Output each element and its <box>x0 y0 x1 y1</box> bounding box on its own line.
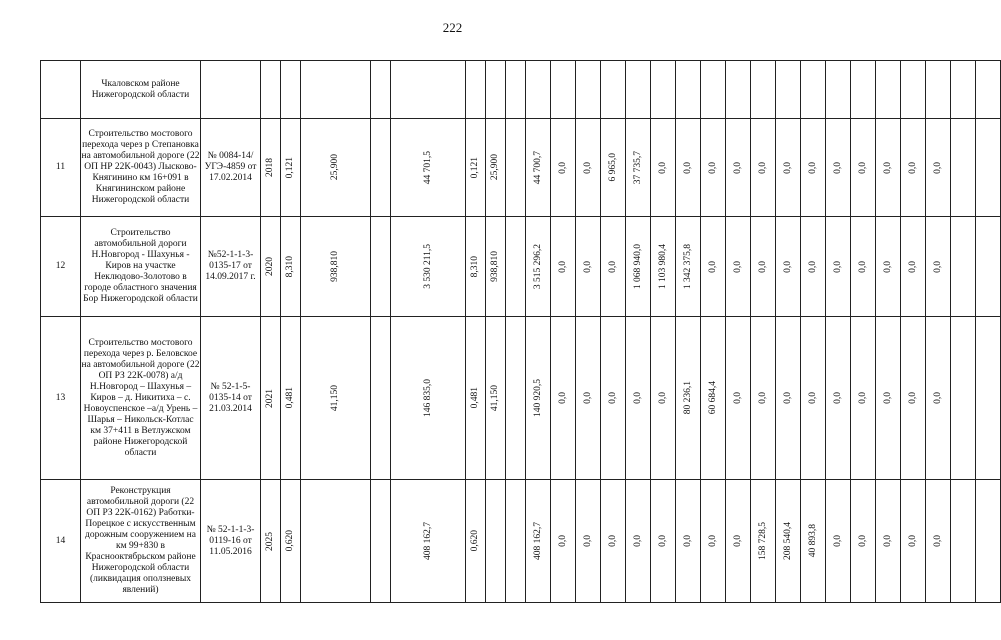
empty-cell <box>951 217 976 317</box>
year-value-cell-text: 0,0 <box>707 260 718 273</box>
year-value-cell-text: 0,0 <box>557 260 568 273</box>
year-value-cell-text: 0,0 <box>657 161 668 174</box>
length-cell <box>281 217 301 317</box>
empty-cell <box>951 480 976 603</box>
year-value-cell <box>926 480 951 603</box>
year-value-cell-text: 0,0 <box>932 535 943 547</box>
total-cost-cell <box>391 317 466 480</box>
year-value-cell <box>751 217 776 317</box>
year-value-cell <box>826 480 851 603</box>
year-value-cell-text: 60 684,4 <box>707 381 718 415</box>
spacer-cell <box>506 317 526 480</box>
year-value-cell-text: 1 103 980,4 <box>657 243 668 290</box>
year-value-cell-text: 1 068 940,0 <box>632 243 643 290</box>
year-value-cell <box>876 119 901 217</box>
year-value-cell <box>776 217 801 317</box>
total-cost-cell-text: 146 835,0 <box>422 379 433 417</box>
year-cell <box>261 317 281 480</box>
year-value-cell-text: 0,0 <box>607 260 618 273</box>
year-value-cell <box>551 119 576 217</box>
year-value-cell <box>876 480 901 603</box>
year-value-cell-text: 0,0 <box>807 392 818 404</box>
empty-cell <box>701 61 726 119</box>
row-number-cell: 11 <box>41 119 81 217</box>
year-value-cell <box>726 317 751 480</box>
year-value-cell <box>926 217 951 317</box>
object-name-cell: Реконструкция автомобильной дороги (22 ОП РЗ 22К-0162) Работки-Порецкое с искусственным дорожным сооружением на км 99+830 в Краснооктябрьском районе Нижегородской области (ликвидация оползневых явлений) <box>81 480 201 603</box>
year-value-cell <box>801 317 826 480</box>
year-value-cell <box>551 317 576 480</box>
year-value-cell <box>926 317 951 480</box>
total-cost-cell <box>391 119 466 217</box>
length2-cell-text: 0,620 <box>470 530 480 552</box>
year-value-cell <box>651 119 676 217</box>
year-value-cell-text: 0,0 <box>832 260 843 273</box>
year-cell-text: 2021 <box>265 388 275 408</box>
year-value-cell-text: 0,0 <box>857 260 868 273</box>
empty-cell <box>576 61 601 119</box>
year-value-cell-text: 0,0 <box>582 260 593 273</box>
year-value-cell-text: 0,0 <box>932 260 943 273</box>
empty-cell <box>466 61 486 119</box>
cost-per-km2-cell-text: 41,150 <box>490 384 500 412</box>
year-value-cell <box>801 119 826 217</box>
empty-cell <box>926 61 951 119</box>
year-cell-text: 2025 <box>265 531 275 551</box>
year-value-cell <box>701 480 726 603</box>
year-value-cell <box>626 480 651 603</box>
year-value-cell-text: 80 236,1 <box>682 381 693 415</box>
spacer-cell <box>371 317 391 480</box>
empty-cell <box>751 61 776 119</box>
year-value-cell <box>676 480 701 603</box>
year-cell <box>261 217 281 317</box>
object-name-cell: Строительство автомобильной дороги Н.Новгород - Шахунья - Киров на участке Неклюдово-Золотово в городе областного значения Бор Нижегородской области <box>81 217 201 317</box>
year-value-cell-text: 208 540,4 <box>782 522 793 560</box>
year-cell <box>261 119 281 217</box>
row-number-cell: 12 <box>41 217 81 317</box>
year-value-cell-text: 0,0 <box>657 535 668 547</box>
year-value-cell-text: 0,0 <box>907 260 918 273</box>
empty-cell <box>506 61 526 119</box>
empty-cell <box>951 119 976 217</box>
cost-per-km-cell <box>301 317 371 480</box>
cost-per-km-cell-text: 938,810 <box>330 251 340 282</box>
year-value-cell-text: 0,0 <box>557 161 568 174</box>
year-value-cell <box>601 480 626 603</box>
expertise-doc-cell: № 52-1-1-3-0119-16 от 11.05.2016 <box>201 480 261 603</box>
table-row <box>41 61 1001 119</box>
table-row <box>41 317 1001 480</box>
year-value-cell <box>651 480 676 603</box>
length-cell-text: 0,481 <box>285 387 295 409</box>
year-value-cell <box>776 317 801 480</box>
year-value-cell-text: 0,0 <box>732 161 743 174</box>
year-value-cell-text: 0,0 <box>557 535 568 547</box>
empty-cell <box>851 61 876 119</box>
year-value-cell-text: 0,0 <box>557 392 568 404</box>
total2-cell-text: 408 162,7 <box>532 522 543 560</box>
year-value-cell-text: 0,0 <box>732 392 743 404</box>
year-value-cell <box>926 119 951 217</box>
empty-cell <box>951 61 976 119</box>
table-row <box>41 119 1001 217</box>
length-cell <box>281 317 301 480</box>
cost-per-km-cell <box>301 480 371 603</box>
object-name-cell: Строительство мостового перехода через р Степановка на автомобильной дороге (22 ОП НР 22К-0043) Лысково-Княгинино км 16+091 в Княгининском районе Нижегородской области <box>81 119 201 217</box>
year-value-cell-text: 0,0 <box>907 161 918 174</box>
year-value-cell <box>826 317 851 480</box>
year-value-cell <box>576 480 601 603</box>
year-value-cell-text: 0,0 <box>757 161 768 174</box>
year-value-cell-text: 0,0 <box>932 392 943 404</box>
cost-per-km2-cell <box>486 480 506 603</box>
empty-cell <box>201 61 261 119</box>
empty-cell <box>976 317 1001 480</box>
year-cell-text: 2018 <box>265 158 275 177</box>
year-value-cell-text: 0,0 <box>632 535 643 547</box>
length2-cell <box>466 217 486 317</box>
object-name-cell: Чкаловском районе Нижегородской области <box>81 61 201 119</box>
year-value-cell-text: 0,0 <box>832 392 843 404</box>
empty-cell <box>486 61 506 119</box>
year-value-cell <box>726 119 751 217</box>
year-value-cell <box>626 317 651 480</box>
empty-cell <box>526 61 551 119</box>
total-cost-cell-text: 3 530 211,5 <box>422 244 433 289</box>
length2-cell <box>466 317 486 480</box>
year-value-cell <box>901 317 926 480</box>
year-value-cell-text: 0,0 <box>582 161 593 174</box>
spacer-cell <box>371 217 391 317</box>
empty-cell <box>826 61 851 119</box>
year-value-cell-text: 0,0 <box>707 161 718 174</box>
year-value-cell-text: 158 728,5 <box>757 522 768 560</box>
year-value-cell-text: 0,0 <box>582 535 593 547</box>
year-cell <box>261 480 281 603</box>
empty-cell <box>976 480 1001 603</box>
empty-cell <box>976 61 1001 119</box>
table-row <box>41 480 1001 603</box>
cost-per-km-cell-text: 25,900 <box>330 154 340 181</box>
table-row <box>41 217 1001 317</box>
year-cell-text: 2020 <box>265 257 275 276</box>
empty-cell <box>976 119 1001 217</box>
year-value-cell-text: 0,0 <box>682 535 693 547</box>
length2-cell-text: 0,481 <box>470 387 480 409</box>
year-value-cell <box>876 217 901 317</box>
cost-per-km2-cell-text: 938,810 <box>490 251 500 282</box>
empty-cell <box>261 61 281 119</box>
empty-cell <box>951 317 976 480</box>
year-value-cell <box>701 119 726 217</box>
year-value-cell <box>751 480 776 603</box>
year-value-cell <box>851 119 876 217</box>
length2-cell-text: 0,121 <box>470 156 480 179</box>
total-cost-cell-text: 44 701,5 <box>422 150 433 185</box>
cost-per-km2-cell <box>486 317 506 480</box>
total-cost-cell <box>391 480 466 603</box>
year-value-cell-text: 6 965,0 <box>607 153 618 182</box>
empty-cell <box>626 61 651 119</box>
year-value-cell <box>851 480 876 603</box>
year-value-cell <box>901 480 926 603</box>
year-value-cell <box>626 217 651 317</box>
year-value-cell <box>851 217 876 317</box>
year-value-cell <box>551 480 576 603</box>
year-value-cell <box>576 119 601 217</box>
year-value-cell <box>576 317 601 480</box>
year-value-cell-text: 0,0 <box>882 260 893 273</box>
year-value-cell-text: 0,0 <box>782 260 793 273</box>
expertise-doc-cell: № 0084-14/УГЭ-4859 от 17.02.2014 <box>201 119 261 217</box>
year-value-cell-text: 0,0 <box>582 392 593 404</box>
year-value-cell <box>726 217 751 317</box>
year-value-cell <box>776 119 801 217</box>
empty-cell <box>726 61 751 119</box>
empty-cell <box>391 61 466 119</box>
empty-cell <box>976 217 1001 317</box>
year-value-cell-text: 0,0 <box>707 535 718 547</box>
length2-cell <box>466 480 486 603</box>
length-cell <box>281 119 301 217</box>
year-value-cell-text: 0,0 <box>807 260 818 273</box>
expertise-doc-cell: №52-1-1-3-0135-17 от 14.09.2017 г. <box>201 217 261 317</box>
year-value-cell-text: 0,0 <box>782 161 793 174</box>
spacer-cell <box>506 480 526 603</box>
year-value-cell-text: 0,0 <box>732 260 743 273</box>
year-value-cell <box>576 217 601 317</box>
year-value-cell-text: 0,0 <box>607 392 618 404</box>
year-value-cell <box>901 119 926 217</box>
total2-cell <box>526 217 551 317</box>
year-value-cell <box>751 119 776 217</box>
year-value-cell-text: 0,0 <box>882 392 893 404</box>
data-table <box>40 60 1001 603</box>
year-value-cell-text: 0,0 <box>882 535 893 547</box>
total2-cell <box>526 480 551 603</box>
cost-per-km2-cell <box>486 217 506 317</box>
year-value-cell-text: 0,0 <box>682 161 693 174</box>
year-value-cell-text: 0,0 <box>857 392 868 404</box>
empty-cell <box>281 61 301 119</box>
year-value-cell-text: 0,0 <box>607 535 618 547</box>
year-value-cell-text: 0,0 <box>632 392 643 404</box>
empty-cell <box>601 61 626 119</box>
year-value-cell-text: 0,0 <box>857 535 868 547</box>
year-value-cell-text: 0,0 <box>807 161 818 174</box>
row-number-cell: 14 <box>41 480 81 603</box>
spacer-cell <box>506 119 526 217</box>
empty-cell <box>371 61 391 119</box>
year-value-cell <box>601 317 626 480</box>
year-value-cell-text: 0,0 <box>932 161 943 174</box>
year-value-cell-text: 0,0 <box>907 535 918 547</box>
year-value-cell-text: 0,0 <box>907 392 918 404</box>
spacer-cell <box>371 119 391 217</box>
year-value-cell <box>676 317 701 480</box>
year-value-cell-text: 0,0 <box>757 392 768 404</box>
spacer-cell <box>506 217 526 317</box>
year-value-cell <box>726 480 751 603</box>
empty-cell <box>776 61 801 119</box>
cost-per-km2-cell <box>486 119 506 217</box>
length-cell <box>281 480 301 603</box>
length-cell-text: 8,310 <box>285 255 295 278</box>
cost-per-km-cell <box>301 119 371 217</box>
cost-per-km-cell <box>301 217 371 317</box>
empty-cell <box>901 61 926 119</box>
total-cost-cell-text: 408 162,7 <box>422 522 433 560</box>
year-value-cell-text: 0,0 <box>832 535 843 547</box>
total2-cell <box>526 317 551 480</box>
year-value-cell <box>701 217 726 317</box>
year-value-cell-text: 0,0 <box>882 161 893 174</box>
year-value-cell <box>676 217 701 317</box>
empty-cell <box>801 61 826 119</box>
total2-cell-text: 3 515 296,2 <box>532 243 543 290</box>
year-value-cell <box>776 480 801 603</box>
year-value-cell-text: 0,0 <box>732 535 743 547</box>
page-number: 222 <box>442 20 463 35</box>
object-name-cell: Строительство мостового перехода через р. Беловское на автомобильной дороге (22 ОП РЗ 22К-0078) а/д Н.Новгород – Шахунья – Киров – д. Никитиха – с. Новоуспенское –а/д Урень – Шарья – Никольск-Котлас км 37+411 в Ветлужском районе Нижегородской области <box>81 317 201 480</box>
year-value-cell <box>751 317 776 480</box>
year-value-cell <box>651 317 676 480</box>
year-value-cell-text: 37 735,7 <box>632 150 643 185</box>
row-number-cell <box>41 61 81 119</box>
empty-cell <box>651 61 676 119</box>
year-value-cell-text: 1 342 375,8 <box>682 243 693 290</box>
empty-cell <box>551 61 576 119</box>
length2-cell <box>466 119 486 217</box>
year-value-cell <box>601 119 626 217</box>
year-value-cell <box>876 317 901 480</box>
year-value-cell <box>676 119 701 217</box>
empty-cell <box>676 61 701 119</box>
total2-cell <box>526 119 551 217</box>
length-cell-text: 0,620 <box>285 530 295 552</box>
year-value-cell <box>701 317 726 480</box>
year-value-cell <box>626 119 651 217</box>
year-value-cell-text: 0,0 <box>857 161 868 174</box>
spacer-cell <box>371 480 391 603</box>
expertise-doc-cell: № 52-1-5-0135-14 от 21.03.2014 <box>201 317 261 480</box>
year-value-cell <box>801 217 826 317</box>
empty-cell <box>876 61 901 119</box>
empty-cell <box>301 61 371 119</box>
year-value-cell <box>826 217 851 317</box>
cost-per-km2-cell-text: 25,900 <box>490 154 500 181</box>
cost-per-km-cell-text: 41,150 <box>330 384 340 412</box>
year-value-cell <box>601 217 626 317</box>
year-value-cell-text: 0,0 <box>657 392 668 404</box>
total2-cell-text: 140 920,5 <box>532 379 543 417</box>
year-value-cell <box>551 217 576 317</box>
year-value-cell-text: 0,0 <box>782 392 793 404</box>
year-value-cell-text: 0,0 <box>832 161 843 174</box>
year-value-cell <box>801 480 826 603</box>
year-value-cell <box>851 317 876 480</box>
year-value-cell-text: 40 893,8 <box>807 524 818 558</box>
year-value-cell <box>901 217 926 317</box>
year-value-cell <box>651 217 676 317</box>
year-value-cell-text: 0,0 <box>757 260 768 273</box>
total-cost-cell <box>391 217 466 317</box>
length-cell-text: 0,121 <box>285 156 295 179</box>
length2-cell-text: 8,310 <box>470 255 480 278</box>
total2-cell-text: 44 700,7 <box>532 150 543 185</box>
year-value-cell <box>826 119 851 217</box>
row-number-cell: 13 <box>41 317 81 480</box>
